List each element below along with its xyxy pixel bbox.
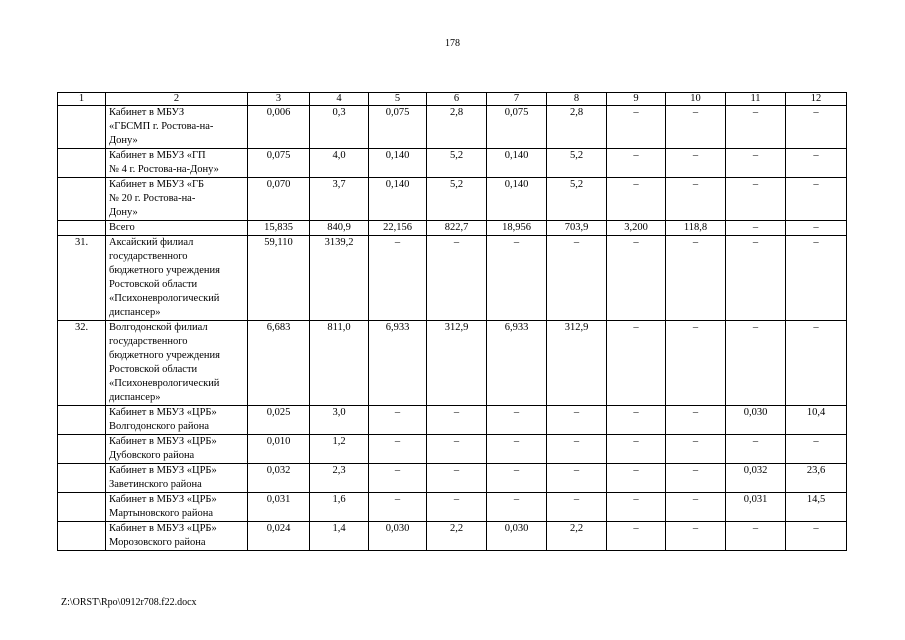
value-cell: 0,070	[248, 178, 310, 221]
value-cell: 2,2	[427, 522, 487, 551]
value-cell: 1,4	[310, 522, 369, 551]
value-cell: –	[726, 106, 786, 149]
value-cell: 0,140	[487, 178, 547, 221]
value-cell: 0,030	[369, 522, 427, 551]
value-cell: –	[666, 464, 726, 493]
value-cell: –	[607, 178, 666, 221]
value-cell: 14,5	[786, 493, 847, 522]
value-cell: 0,024	[248, 522, 310, 551]
institution-name-cell: Всего	[106, 221, 248, 236]
institution-name-cell: Аксайский филиал государственного бюджетного учреждения Ростовской области «Психоневрологический диспансер»	[106, 236, 248, 321]
value-cell: 5,2	[547, 178, 607, 221]
value-cell: –	[666, 149, 726, 178]
value-cell: –	[607, 406, 666, 435]
institution-name-cell: Кабинет в МБУЗ «ЦРБ» Волгодонского района	[106, 406, 248, 435]
value-cell: –	[547, 464, 607, 493]
value-cell: –	[607, 149, 666, 178]
row-number-cell	[58, 178, 106, 221]
column-header: 10	[666, 93, 726, 106]
column-header: 1	[58, 93, 106, 106]
table-row	[58, 221, 847, 236]
row-number-cell	[58, 464, 106, 493]
value-cell: –	[786, 321, 847, 406]
value-cell: –	[369, 406, 427, 435]
value-cell: 0,032	[248, 464, 310, 493]
value-cell: –	[427, 236, 487, 321]
value-cell: 312,9	[547, 321, 607, 406]
value-cell: 703,9	[547, 221, 607, 236]
value-cell: –	[487, 464, 547, 493]
value-cell: 59,110	[248, 236, 310, 321]
value-cell: –	[666, 522, 726, 551]
value-cell: 811,0	[310, 321, 369, 406]
row-number-cell	[58, 149, 106, 178]
value-cell: 0,030	[487, 522, 547, 551]
value-cell: 312,9	[427, 321, 487, 406]
value-cell: –	[427, 406, 487, 435]
value-cell: 5,2	[547, 149, 607, 178]
value-cell: 23,6	[786, 464, 847, 493]
value-cell: –	[666, 178, 726, 221]
value-cell: –	[726, 149, 786, 178]
value-cell: –	[726, 522, 786, 551]
table-row	[58, 435, 847, 464]
value-cell: –	[487, 236, 547, 321]
value-cell: –	[427, 493, 487, 522]
page-number: 178	[445, 38, 460, 49]
value-cell: –	[369, 493, 427, 522]
column-header: 9	[607, 93, 666, 106]
value-cell: –	[427, 464, 487, 493]
value-cell: –	[786, 221, 847, 236]
value-cell: 118,8	[666, 221, 726, 236]
value-cell: 0,025	[248, 406, 310, 435]
row-number-cell	[58, 493, 106, 522]
value-cell: –	[487, 435, 547, 464]
value-cell: 3,7	[310, 178, 369, 221]
value-cell: –	[786, 149, 847, 178]
value-cell: 840,9	[310, 221, 369, 236]
column-header: 6	[427, 93, 487, 106]
table-row	[58, 321, 847, 406]
column-header: 7	[487, 93, 547, 106]
value-cell: 1,2	[310, 435, 369, 464]
value-cell: –	[666, 321, 726, 406]
institution-name-cell: Кабинет в МБУЗ «ЦРБ» Дубовского района	[106, 435, 248, 464]
value-cell: 2,8	[547, 106, 607, 149]
value-cell: 0,010	[248, 435, 310, 464]
value-cell: –	[547, 236, 607, 321]
value-cell: –	[607, 522, 666, 551]
value-cell: 15,835	[248, 221, 310, 236]
table-row	[58, 106, 847, 149]
value-cell: –	[607, 464, 666, 493]
value-cell: 0,140	[369, 178, 427, 221]
value-cell: 2,8	[427, 106, 487, 149]
value-cell: –	[786, 236, 847, 321]
table-row	[58, 406, 847, 435]
row-number-cell	[58, 522, 106, 551]
column-header: 12	[786, 93, 847, 106]
value-cell: –	[666, 435, 726, 464]
column-header: 11	[726, 93, 786, 106]
value-cell: –	[369, 435, 427, 464]
value-cell: –	[607, 236, 666, 321]
value-cell: 3,200	[607, 221, 666, 236]
value-cell: –	[726, 321, 786, 406]
value-cell: 18,956	[487, 221, 547, 236]
row-number-cell	[58, 221, 106, 236]
value-cell: 0,140	[369, 149, 427, 178]
value-cell: 0,140	[487, 149, 547, 178]
value-cell: 6,933	[487, 321, 547, 406]
value-cell: –	[547, 435, 607, 464]
table-header-row	[58, 93, 847, 106]
value-cell: 0,031	[726, 493, 786, 522]
value-cell: 0,075	[248, 149, 310, 178]
table-row	[58, 149, 847, 178]
value-cell: –	[607, 106, 666, 149]
value-cell: 0,3	[310, 106, 369, 149]
row-number-cell: 32.	[58, 321, 106, 406]
value-cell: –	[666, 236, 726, 321]
value-cell: 0,075	[369, 106, 427, 149]
row-number-cell	[58, 106, 106, 149]
value-cell: –	[547, 493, 607, 522]
institution-name-cell: Волгодонской филиал государственного бюджетного учреждения Ростовской области «Психоневрологический диспансер»	[106, 321, 248, 406]
table-row	[58, 178, 847, 221]
value-cell: 0,075	[487, 106, 547, 149]
value-cell: –	[786, 522, 847, 551]
value-cell: –	[726, 221, 786, 236]
value-cell: –	[369, 236, 427, 321]
row-number-cell: 31.	[58, 236, 106, 321]
value-cell: 2,2	[547, 522, 607, 551]
value-cell: –	[607, 493, 666, 522]
value-cell: 3139,2	[310, 236, 369, 321]
value-cell: –	[786, 106, 847, 149]
value-cell: 822,7	[427, 221, 487, 236]
column-header: 3	[248, 93, 310, 106]
value-cell: 4,0	[310, 149, 369, 178]
value-cell: –	[666, 106, 726, 149]
value-cell: 3,0	[310, 406, 369, 435]
institution-name-cell: Кабинет в МБУЗ «ГБ № 20 г. Ростова-на- Дону»	[106, 178, 248, 221]
value-cell: 5,2	[427, 149, 487, 178]
table-row	[58, 464, 847, 493]
value-cell: 0,031	[248, 493, 310, 522]
value-cell: 5,2	[427, 178, 487, 221]
institution-name-cell: Кабинет в МБУЗ «ЦРБ» Морозовского района	[106, 522, 248, 551]
value-cell: 1,6	[310, 493, 369, 522]
value-cell: –	[487, 493, 547, 522]
value-cell: –	[607, 435, 666, 464]
table-row	[58, 522, 847, 551]
institution-name-cell: Кабинет в МБУЗ «ГП № 4 г. Ростова-на-Дону»	[106, 149, 248, 178]
column-header: 5	[369, 93, 427, 106]
value-cell: –	[547, 406, 607, 435]
column-header: 2	[106, 93, 248, 106]
value-cell: –	[726, 435, 786, 464]
value-cell: 6,683	[248, 321, 310, 406]
value-cell: –	[726, 236, 786, 321]
row-number-cell	[58, 435, 106, 464]
value-cell: –	[666, 493, 726, 522]
value-cell: 2,3	[310, 464, 369, 493]
value-cell: –	[726, 178, 786, 221]
value-cell: –	[487, 406, 547, 435]
value-cell: –	[666, 406, 726, 435]
value-cell: –	[369, 464, 427, 493]
row-number-cell	[58, 406, 106, 435]
value-cell: 0,032	[726, 464, 786, 493]
file-path-footer: Z:\ORST\Rpo\0912r708.f22.docx	[61, 597, 197, 608]
institution-name-cell: Кабинет в МБУЗ «ЦРБ» Мартыновского района	[106, 493, 248, 522]
institution-name-cell: Кабинет в МБУЗ «ГБСМП г. Ростова-на- Дону»	[106, 106, 248, 149]
table-row	[58, 493, 847, 522]
value-cell: –	[427, 435, 487, 464]
data-table	[57, 92, 847, 551]
value-cell: –	[607, 321, 666, 406]
value-cell: 0,006	[248, 106, 310, 149]
column-header: 8	[547, 93, 607, 106]
institution-name-cell: Кабинет в МБУЗ «ЦРБ» Заветинского района	[106, 464, 248, 493]
value-cell: –	[786, 435, 847, 464]
table-row	[58, 236, 847, 321]
column-header: 4	[310, 93, 369, 106]
value-cell: 0,030	[726, 406, 786, 435]
value-cell: 10,4	[786, 406, 847, 435]
value-cell: 6,933	[369, 321, 427, 406]
value-cell: 22,156	[369, 221, 427, 236]
value-cell: –	[786, 178, 847, 221]
